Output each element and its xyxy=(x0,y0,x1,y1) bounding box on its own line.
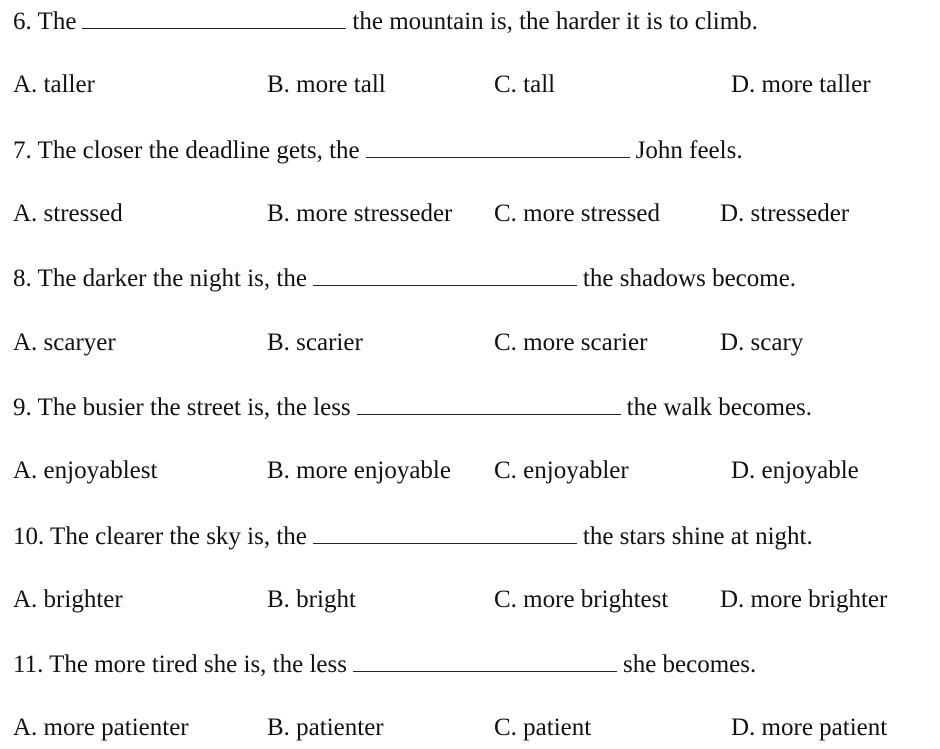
question-7-text-before: 7. The closer the deadline gets, the xyxy=(13,137,360,164)
question-9-option-d[interactable]: D. enjoyable xyxy=(731,457,859,484)
question-11-option-b[interactable]: B. patienter xyxy=(267,714,384,741)
question-7 xyxy=(13,135,743,165)
question-11-option-a[interactable]: A. more patienter xyxy=(13,714,189,741)
question-10-option-a[interactable]: A. brighter xyxy=(13,586,123,613)
question-10-option-b[interactable]: B. bright xyxy=(267,586,356,613)
question-9 xyxy=(13,392,812,422)
question-11-text-after: she becomes. xyxy=(622,651,757,678)
question-10-text-before: 10. The clearer the sky is, the xyxy=(13,523,307,550)
question-6-option-d[interactable]: D. more taller xyxy=(731,71,871,98)
question-11-blank xyxy=(353,649,617,672)
question-9-option-b[interactable]: B. more enjoyable xyxy=(267,457,451,484)
question-6-option-a[interactable]: A. taller xyxy=(13,71,95,98)
question-9-text-after: the walk becomes. xyxy=(626,394,813,421)
question-7-text-after: John feels. xyxy=(635,137,743,164)
question-10-blank xyxy=(313,521,577,544)
question-11-option-d[interactable]: D. more patient xyxy=(731,714,888,741)
question-8-option-c[interactable]: C. more scarier xyxy=(494,329,648,356)
question-11 xyxy=(13,649,756,679)
question-7-option-b[interactable]: B. more stresseder xyxy=(267,200,453,227)
question-8-text-before: 8. The darker the night is, the xyxy=(13,265,307,292)
question-8 xyxy=(13,263,796,293)
question-11-option-c[interactable]: C. patient xyxy=(494,714,592,741)
question-7-option-a[interactable]: A. stressed xyxy=(13,200,123,227)
question-9-option-a[interactable]: A. enjoyablest xyxy=(13,457,158,484)
question-7-option-c[interactable]: C. more stressed xyxy=(494,200,660,227)
question-8-option-d[interactable]: D. scary xyxy=(720,329,804,356)
question-9-option-c[interactable]: C. enjoyabler xyxy=(494,457,629,484)
question-10-option-c[interactable]: C. more brightest xyxy=(494,586,669,613)
question-6-text-after: the mountain is, the harder it is to climb. xyxy=(352,8,758,35)
question-8-text-after: the shadows become. xyxy=(582,265,797,292)
question-10-text-after: the stars shine at night. xyxy=(582,523,813,550)
question-6-option-b[interactable]: B. more tall xyxy=(267,71,386,98)
question-8-blank xyxy=(313,263,577,286)
question-10 xyxy=(13,521,813,551)
question-6-text-before: 6. The xyxy=(13,8,77,35)
question-7-option-d[interactable]: D. stresseder xyxy=(720,200,850,227)
question-9-text-before: 9. The busier the street is, the less xyxy=(13,394,351,421)
question-9-blank xyxy=(357,392,621,415)
question-10-option-d[interactable]: D. more brighter xyxy=(720,586,888,613)
question-11-text-before: 11. The more tired she is, the less xyxy=(13,651,347,678)
question-8-option-b[interactable]: B. scarier xyxy=(267,329,363,356)
question-8-option-a[interactable]: A. scaryer xyxy=(13,329,116,356)
question-6 xyxy=(13,6,758,36)
question-6-blank xyxy=(82,6,346,29)
question-7-blank xyxy=(366,135,630,158)
question-6-option-c[interactable]: C. tall xyxy=(494,71,556,98)
